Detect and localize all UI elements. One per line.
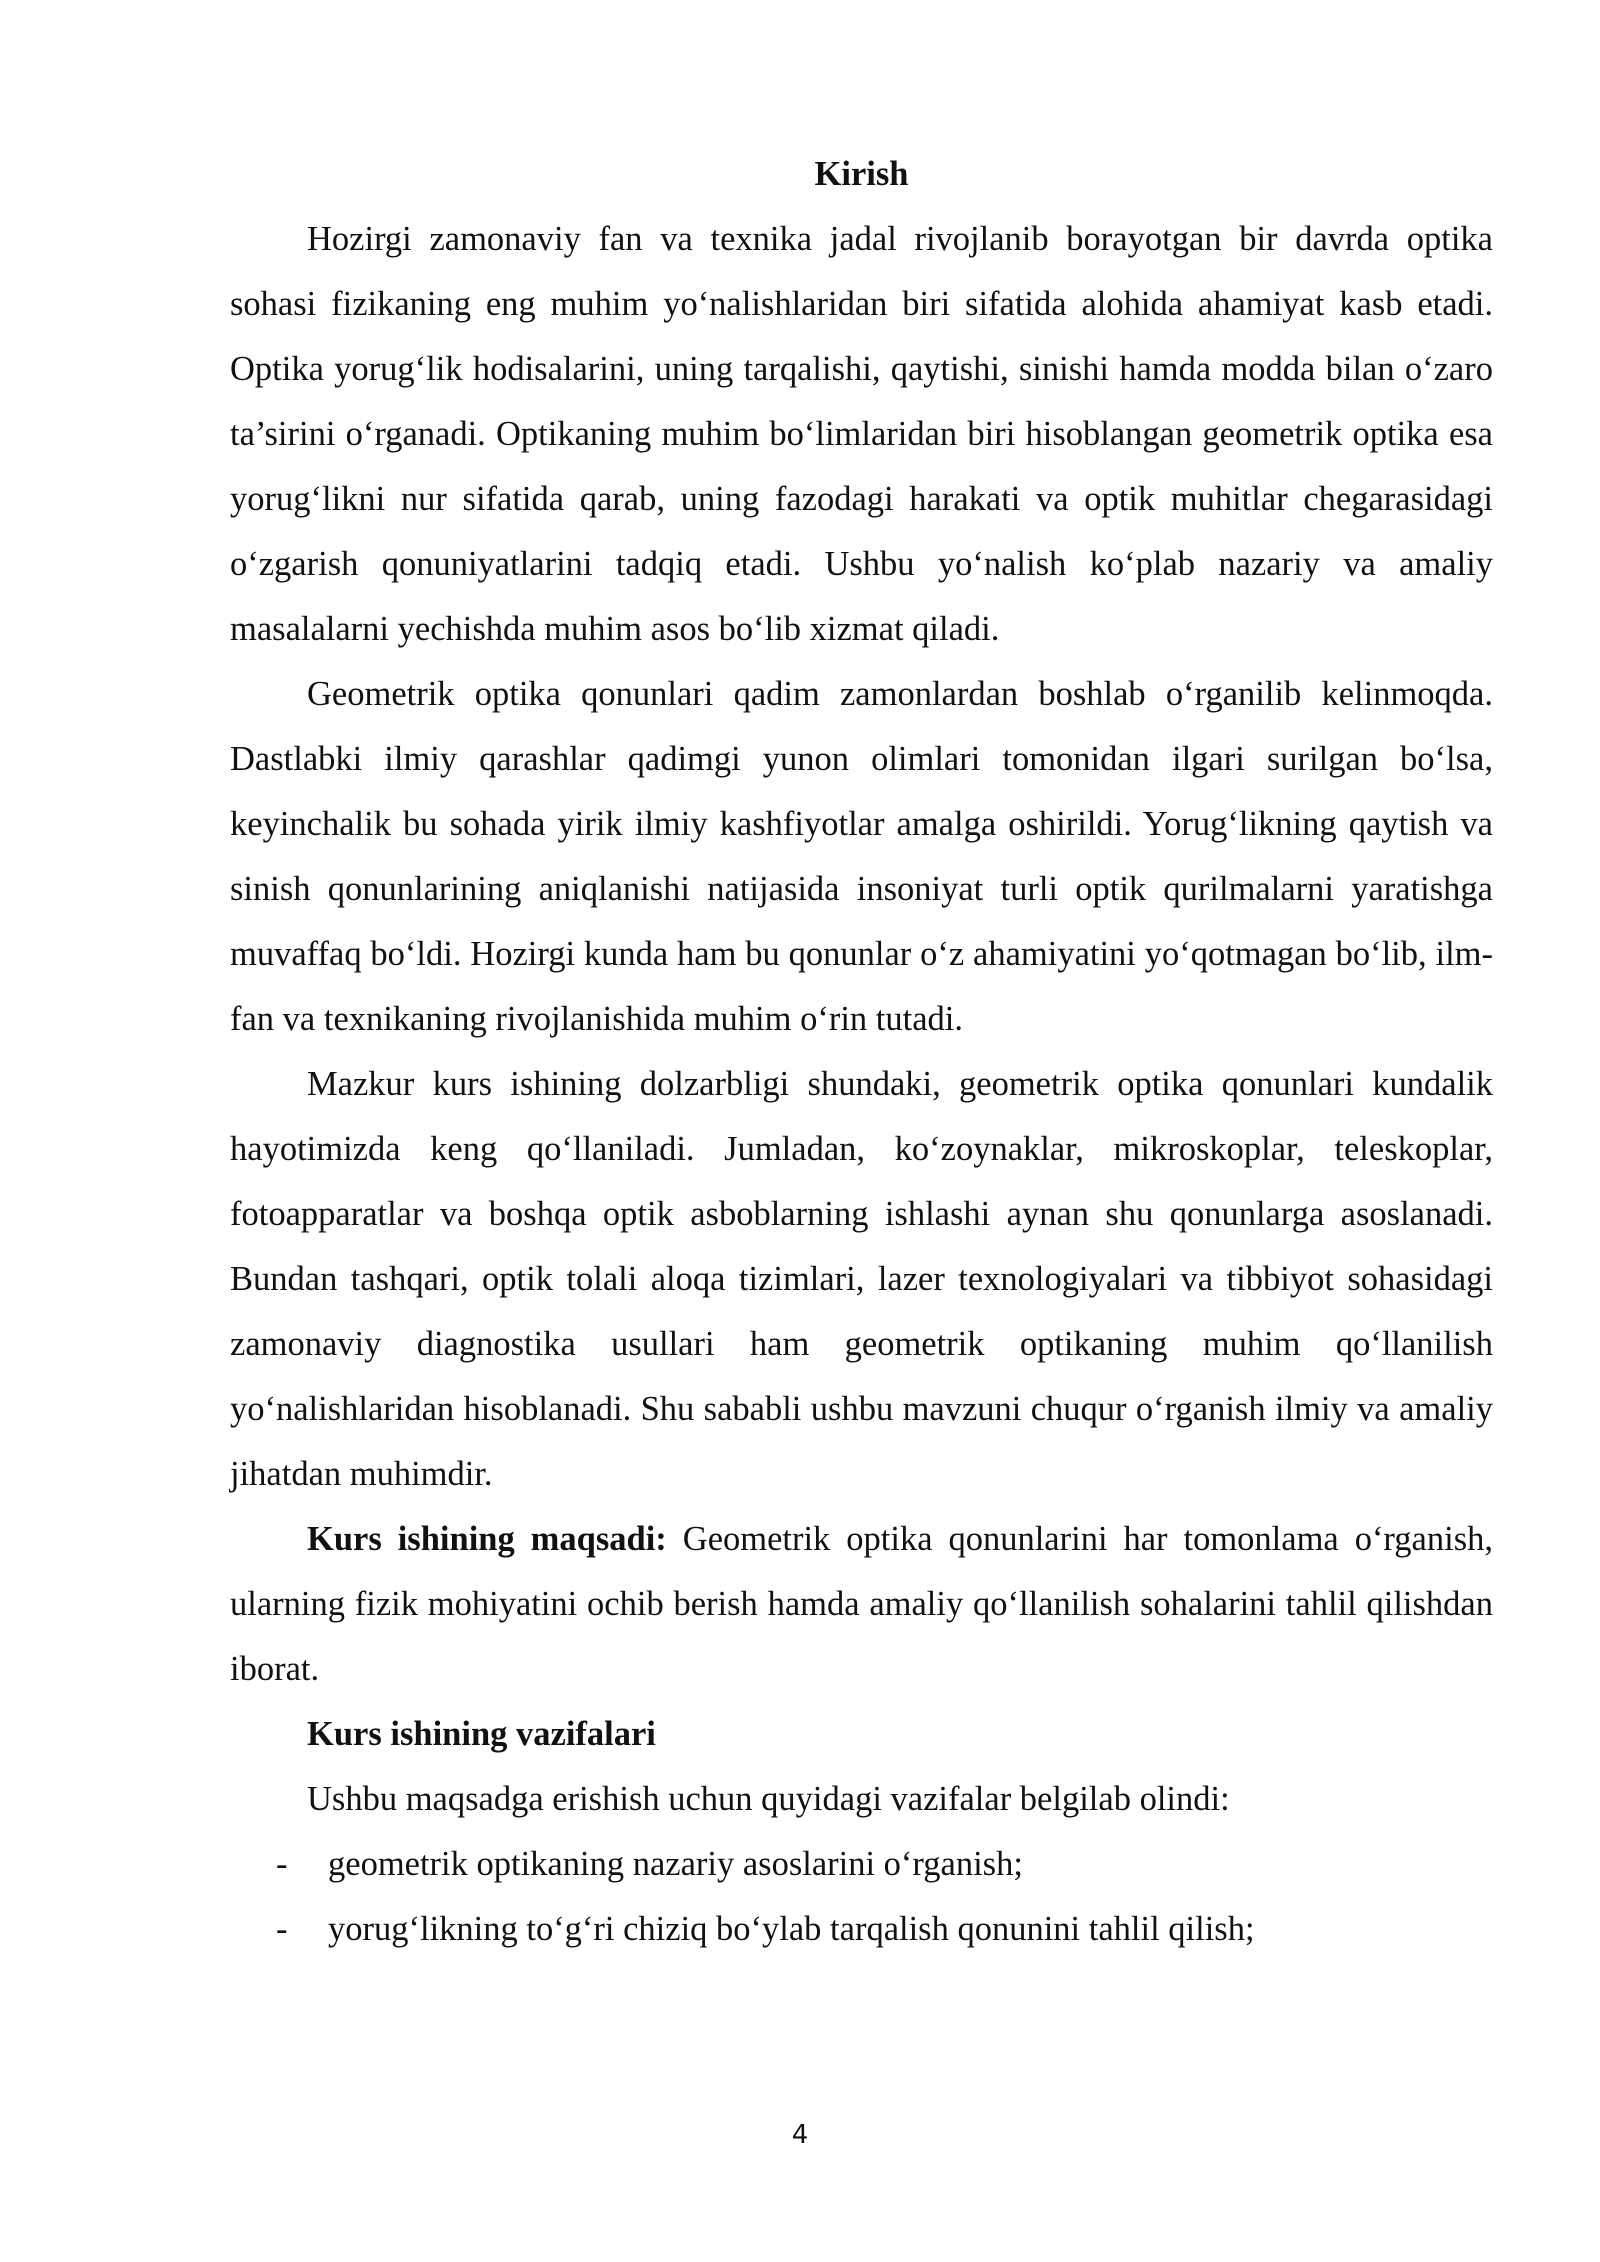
list-dash: - <box>276 1910 288 1948</box>
paragraph-relevance: Mazkur kurs ishining dolzarbligi shundaki, geometrik optika qonunlari kundalik hayotimizda keng qo‘llaniladi. Jumladan, ko‘zoynaklar, mikroskoplar, teleskoplar, fotoapparatlar va boshqa optik asboblarning ishlashi aynan shu qonunlarga asoslanadi. Bundan tashqari, optik tolali aloqa tizimlari, lazer texnologiyalari va tibbiyot sohasidagi zamonaviy diagnostika usullari ham geometrik optikaning muhim qo‘llanilish yo‘nalishlaridan hisoblanadi. Shu sababli ushbu mavzuni chuqur o‘rganish ilmiy va amaliy jihatdan muhimdir. <box>230 1065 1493 1493</box>
paragraph-introduction: Hozirgi zamonaviy fan va texnika jadal rivojlanib borayotgan bir davrda optika sohasi fizikaning eng muhim yo‘nalishlaridan biri sifatida alohida ahamiyat kasb etadi. Optika yorug‘lik hodisalarini, uning tarqalishi, qaytishi, sinishi hamda modda bilan o‘zaro ta’sirini o‘rganadi. Optikaning muhim bo‘limlaridan biri hisoblangan geometrik optika esa yorug‘likni nur sifatida qarab, uning fazodagi harakati va optik muhitlar chegarasidagi o‘zgarish qonuniyatlarini tadqiq etadi. Ushbu yo‘nalish ko‘plab nazariy va amaliy masalalarni yechishda muhim asos bo‘lib xizmat qiladi. <box>230 220 1493 648</box>
list-item <box>230 1832 1493 1897</box>
paragraph-goal <box>230 1507 1493 1702</box>
paragraph-history: Geometrik optika qonunlari qadim zamonlardan boshlab o‘rganilib kelinmoqda. Dastlabki ilmiy qarashlar qadimgi yunon olimlari tomonidan ilgari surilgan bo‘lsa, keyinchalik bu sohada yirik ilmiy kashfiyotlar amalga oshirildi. Yorug‘likning qaytish va sinish qonunlarining aniqlanishi natijasida insoniyat turli optik qurilmalarni yaratishga muvaffaq bo‘ldi. Hozirgi kunda ham bu qonunlar o‘z ahamiyatini yo‘qotmagan bo‘lib, ilm-fan va texnikaning rivojlanishida muhim o‘rin tutadi. <box>230 675 1493 1038</box>
list-item-text: yorug‘likning to‘g‘ri chiziq bo‘ylab tarqalish qonunini tahlil qilish; <box>328 1910 1255 1948</box>
page-content <box>230 142 1493 1962</box>
tasks-intro: Ushbu maqsadga erishish uchun quyidagi vazifalar belgilab olindi: <box>307 1780 1230 1818</box>
section-title: Kirish <box>814 155 909 193</box>
tasks-list <box>230 1832 1493 1962</box>
goal-text: Geometrik optika qonunlarini har tomonlama o‘rganish, ularning fizik mohiyatini ochib berish hamda amaliy qo‘llanilish sohalarini tahlil qilishdan iborat. <box>230 1520 1493 1688</box>
goal-label: Kurs ishining maqsadi: <box>307 1520 667 1558</box>
tasks-heading: Kurs ishining vazifalari <box>307 1715 656 1753</box>
list-item-text: geometrik optikaning nazariy asoslarini o‘rganish; <box>328 1845 1023 1883</box>
page-number: 4 <box>791 2120 809 2150</box>
list-item <box>230 1897 1493 1962</box>
list-dash: - <box>276 1845 288 1883</box>
